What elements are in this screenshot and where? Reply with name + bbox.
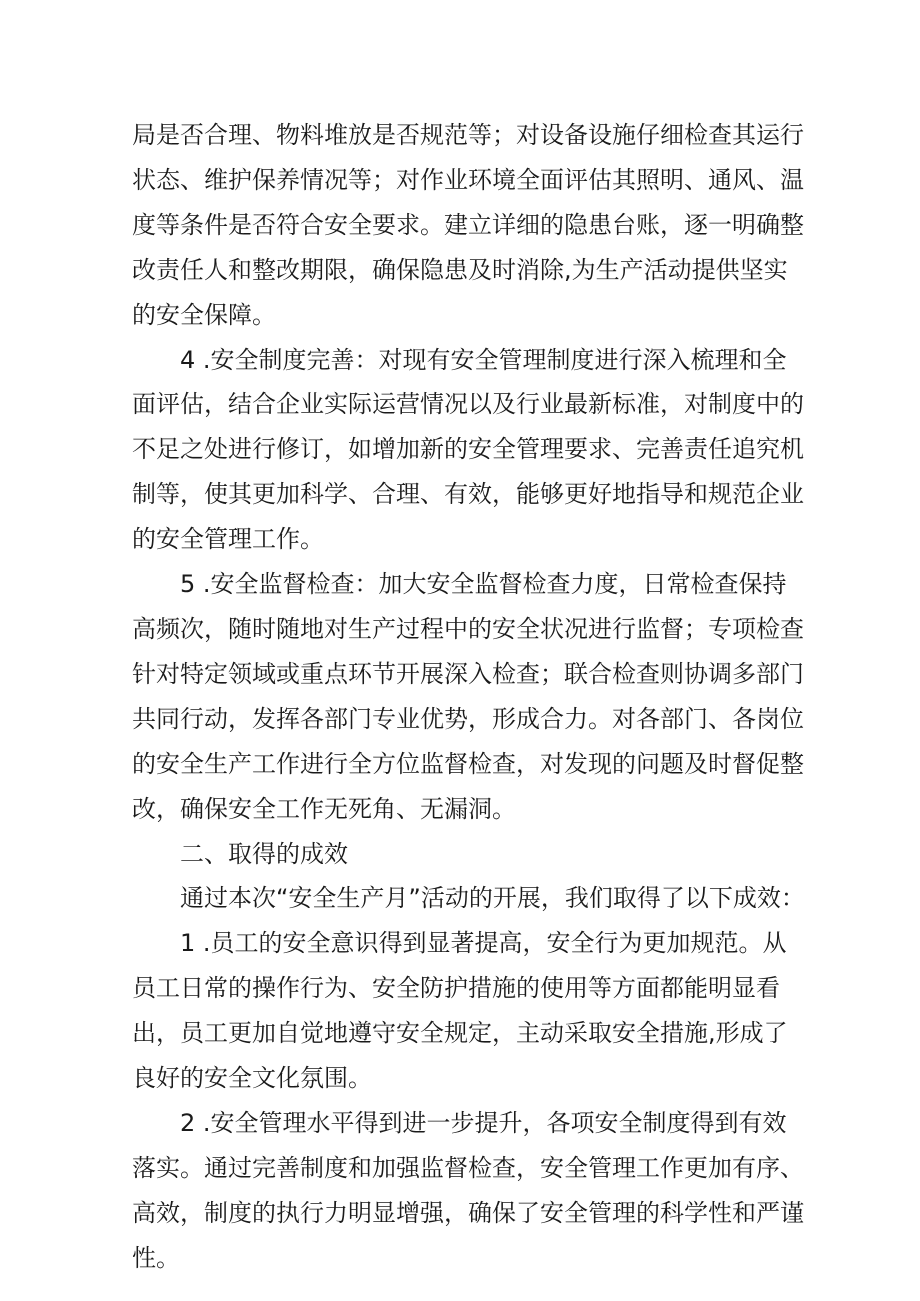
section-heading-results: 二、取得的成效 [180, 839, 348, 868]
paragraph-result-safety-awareness: 1 .员工的安全意识得到显著提高，安全行为更加规范。从员工日常的操作行为、安全防护措施的使用等方面都能明显看出，员工更加自觉地遵守安全规定，主动采取安全措施,形成了良好的安全文化氛围。 [132, 929, 788, 1093]
document-body [132, 113, 808, 1281]
paragraph-safety-system-improvement: 4 .安全制度完善：对现有安全管理制度进行深入梳理和全面评估，结合企业实际运营情况以及行业最新标准，对制度中的不足之处进行修订，如增加新的安全管理要求、完善责任追究机制等，使其更加科学、合理、有效，能够更好地指导和规范企业的安全管理工作。 [132, 345, 804, 554]
paragraph-result-management-level: 2 .安全管理水平得到进一步提升，各项安全制度得到有效落实。通过完善制度和加强监督检查，安全管理工作更加有序、高效，制度的执行力明显增强，确保了安全管理的科学性和严谨性。 [132, 1108, 804, 1272]
paragraph-results-intro: 通过本次“安全生产月”活动的开展，我们取得了以下成效： [180, 884, 805, 913]
paragraph-hazard-inspection: 局是否合理、物料堆放是否规范等；对设备设施仔细检查其运行状态、维护保养情况等；对作业环境全面评估其照明、通风、温度等条件是否符合安全要求。建立详细的隐患台账，逐一明确整改责任人和整改期限，确保隐患及时消除,为生产活动提供坚实的安全保障。 [132, 121, 804, 329]
paragraph-safety-supervision: 5 .安全监督检查：加大安全监督检查力度，日常检查保持高频次，随时随地对生产过程中的安全状况进行监督；专项检查针对特定领域或重点环节开展深入检查；联合检查则协调多部门共同行动，发挥各部门专业优势，形成合力。对各部门、各岗位的安全生产工作进行全方位监督检查，对发现的问题及时督促整改，确保安全工作无死角、无漏洞。 [132, 570, 804, 823]
